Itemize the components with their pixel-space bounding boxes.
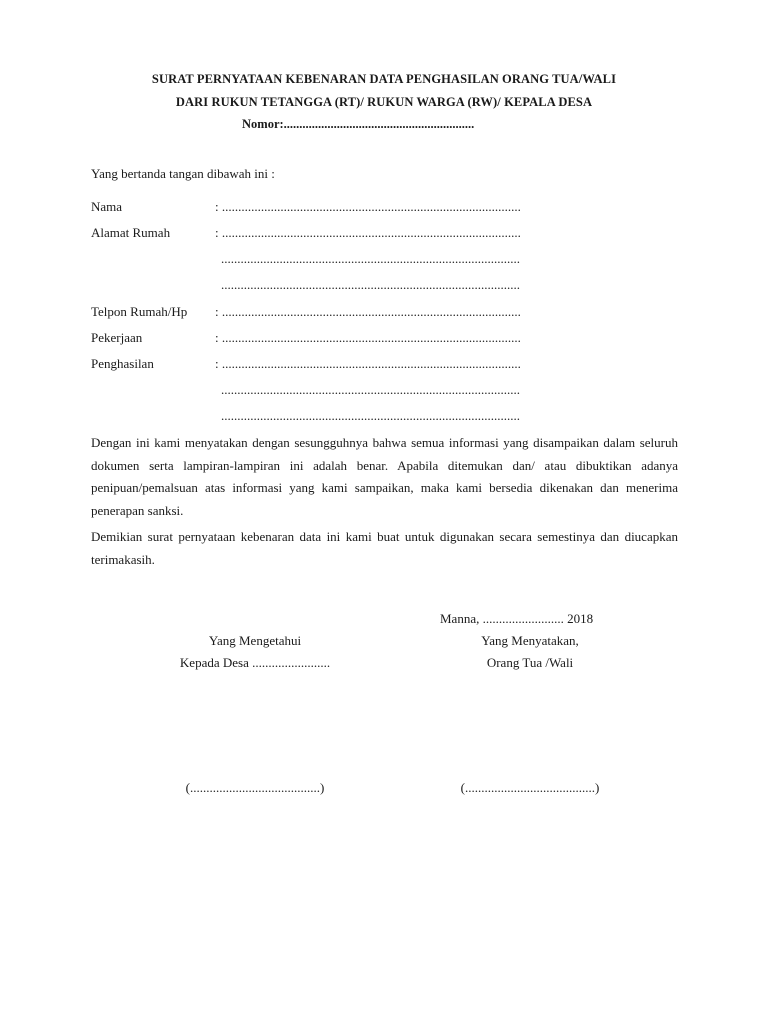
alamat-label: Alamat Rumah xyxy=(91,225,171,240)
right-signature-name: (........................................) xyxy=(460,780,600,795)
left-signer-title: Yang Mengetahui xyxy=(208,633,302,648)
pekerjaan-field: : ............................................................................................ xyxy=(215,330,521,345)
intro-text: Yang bertanda tangan dibawah ini : xyxy=(91,166,275,181)
document-number: Nomor:............................................................. xyxy=(242,117,475,131)
document-title-line1: SURAT PERNYATAAN KEBENARAN DATA PENGHASILAN ORANG TUA/WALI xyxy=(151,72,617,86)
penghasilan-field-line2: ............................................................................................ xyxy=(221,382,520,397)
left-signer-subtitle: Kepada Desa ........................ xyxy=(179,655,331,670)
right-signer-title: Yang Menyatakan, xyxy=(481,633,579,648)
place-date: Manna, ......................... 2018 xyxy=(440,611,594,626)
alamat-field-line2: ............................................................................................ xyxy=(221,251,520,266)
declaration-paragraph: Dengan ini kami menyatakan dengan sesungguhnya bahwa semua informasi yang disampaikan dalam seluruh dokumen serta lampiran-lampiran ini adalah benar. Apabila ditemukan dan/ atau dibuktikan adanya penipuan/pemalsuan atas informasi yang kami sampaikan, maka kami bersedia dikenakan dan menerima penerapan sanksi. xyxy=(91,435,678,518)
nama-field: : ............................................................................................ xyxy=(215,199,521,214)
alamat-field: : ............................................................................................ xyxy=(215,225,521,240)
penghasilan-field: : ............................................................................................ xyxy=(215,356,521,371)
nama-label: Nama xyxy=(91,199,123,214)
telpon-label: Telpon Rumah/Hp xyxy=(91,304,188,319)
telpon-field: : ............................................................................................ xyxy=(215,304,521,319)
pekerjaan-label: Pekerjaan xyxy=(91,330,143,345)
alamat-field-line3: ............................................................................................ xyxy=(221,277,520,292)
penghasilan-label: Penghasilan xyxy=(91,356,154,371)
penghasilan-field-line3: ............................................................................................ xyxy=(221,408,520,423)
closing-paragraph: Demikian surat pernyataan kebenaran data ini kami buat untuk digunakan secara semestinya dan diucapkan terimakasih. xyxy=(91,529,678,567)
right-signer-subtitle: Orang Tua /Wali xyxy=(486,655,574,670)
left-signature-name: (........................................) xyxy=(185,780,325,795)
document-title-line2: DARI RUKUN TETANGGA (RT)/ RUKUN WARGA (RW)/ KEPALA DESA xyxy=(175,95,593,109)
